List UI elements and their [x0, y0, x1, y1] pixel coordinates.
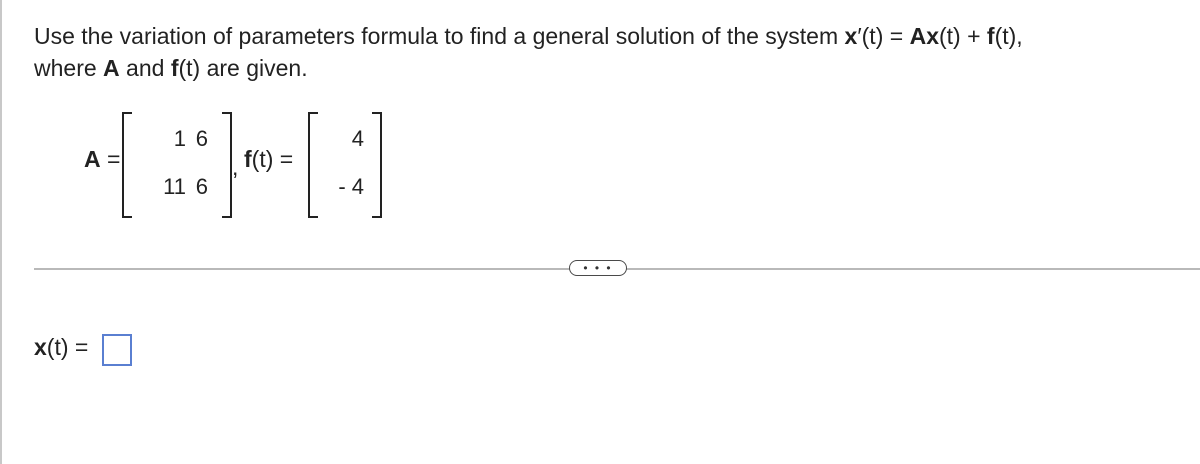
- line2-f: f: [170, 55, 179, 81]
- eq-A: A: [909, 23, 927, 49]
- matrix-A-r1c2: 6: [195, 126, 208, 151]
- vector-f-left-bracket: [308, 112, 318, 218]
- eq-x: x: [844, 23, 858, 49]
- vector-f-right-bracket: [372, 112, 382, 218]
- answer-label: x(t) =: [34, 334, 89, 360]
- matrix-A-r2c2: 6: [195, 174, 208, 199]
- more-options-button[interactable]: • • •: [569, 260, 627, 276]
- line2-where: where: [34, 55, 104, 81]
- matrix-A-r1c1: 1: [173, 126, 186, 151]
- eq-t: (t) =: [861, 23, 910, 49]
- vector-f-label: f(t) =: [244, 146, 294, 172]
- eq-t3: (t),: [994, 23, 1023, 49]
- separator-comma: ,: [232, 154, 239, 180]
- matrix-A-right-bracket: [222, 112, 232, 218]
- line2-end: (t) are given.: [178, 55, 308, 81]
- left-edge-border: [0, 0, 2, 464]
- vector-f-r2: - 4: [338, 174, 364, 199]
- question-text: [34, 20, 1184, 84]
- eq-t2: (t) +: [938, 23, 987, 49]
- answer-input-box[interactable]: [102, 334, 132, 366]
- line2-A: A: [103, 55, 120, 81]
- vector-f-r1: 4: [351, 126, 364, 151]
- matrix-A-r2c1: 11: [163, 174, 186, 199]
- eq-x2: x: [926, 23, 939, 49]
- matrix-A-label: A =: [84, 146, 121, 172]
- eq-f: f: [986, 23, 995, 49]
- question-line1: Use the variation of parameters formula to find a general solution of the system: [34, 23, 845, 49]
- eq-prime: ′: [857, 23, 862, 49]
- matrix-A-left-bracket: [122, 112, 132, 218]
- line2-and: and: [119, 55, 171, 81]
